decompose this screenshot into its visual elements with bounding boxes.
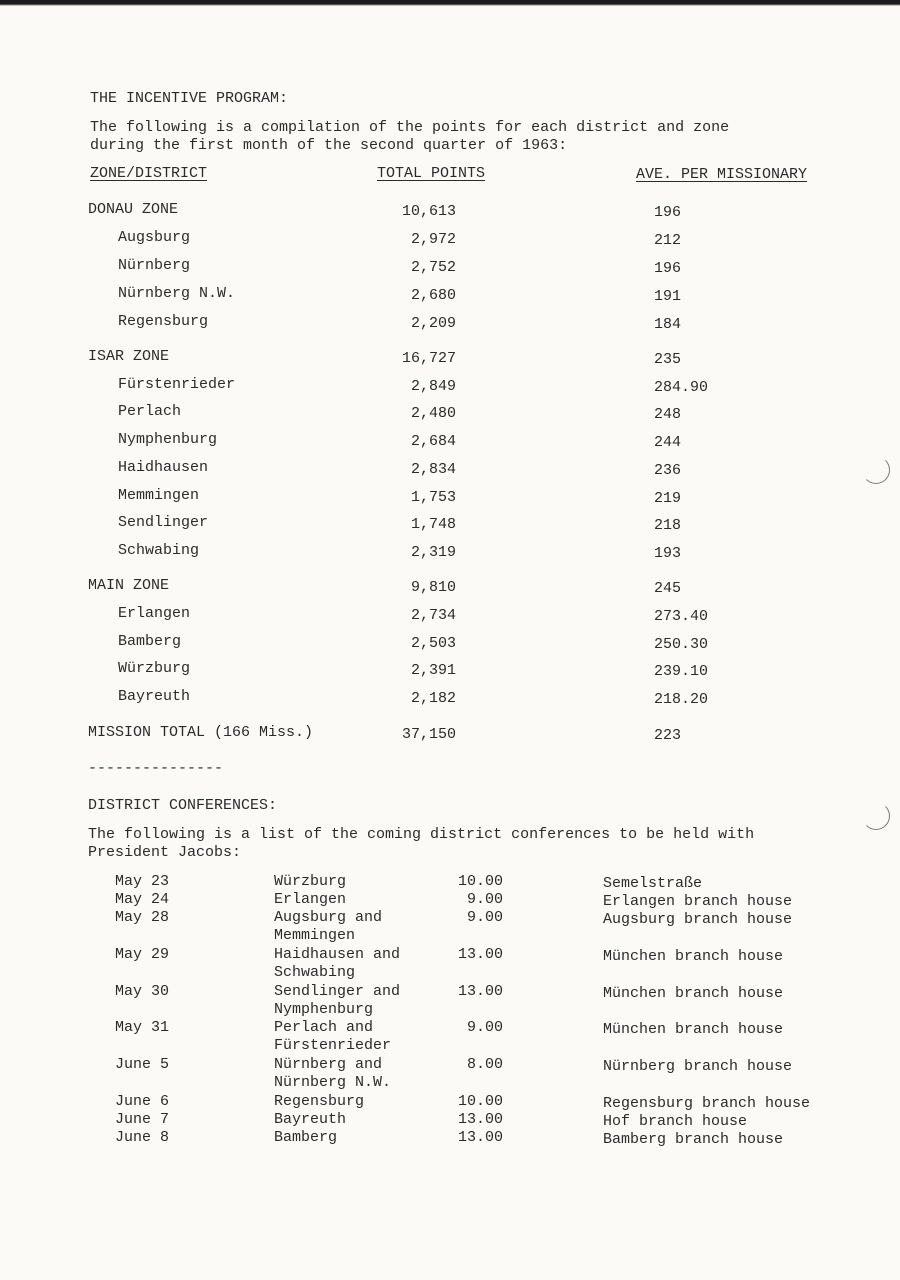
district-name: Perlach — [118, 403, 182, 420]
conference-district-continued: Schwabing — [274, 964, 356, 981]
conference-date: May 30 — [115, 983, 170, 1000]
conference-date: May 29 — [115, 946, 170, 963]
total-points-value: 2,503 — [410, 635, 456, 652]
scan-top-edge — [0, 0, 900, 6]
total-points-value: 2,209 — [410, 315, 456, 332]
conference-district: Haidhausen and — [274, 946, 401, 963]
conference-time: 13.00 — [457, 946, 503, 963]
district-name: Bayreuth — [118, 688, 191, 705]
conference-district: Regensburg — [274, 1093, 365, 1110]
district-name: Bamberg — [118, 633, 182, 650]
total-points-value: 2,734 — [410, 607, 456, 624]
separator-dashes: --------------- — [88, 760, 224, 777]
zone-name: ISAR ZONE — [88, 348, 170, 365]
average-per-missionary-value: 284.90 — [654, 379, 709, 396]
conference-place: Augsburg branch house — [603, 911, 793, 928]
average-per-missionary-value: 196 — [654, 204, 682, 221]
total-points-value: 1,748 — [410, 516, 456, 533]
conference-time: 9.00 — [466, 1019, 503, 1036]
conference-district-continued: Memmingen — [274, 927, 356, 944]
conference-time: 13.00 — [457, 983, 503, 1000]
conference-place: München branch house — [603, 1021, 784, 1038]
conference-district: Bayreuth — [274, 1111, 347, 1128]
total-points-value: 2,182 — [410, 690, 456, 707]
total-points-value: 2,849 — [410, 378, 456, 395]
conference-date: June 7 — [115, 1111, 170, 1128]
conference-district: Sendlinger and — [274, 983, 401, 1000]
average-per-missionary-value: 212 — [654, 232, 682, 249]
average-per-missionary-value: 223 — [654, 727, 682, 744]
average-per-missionary-value: 244 — [654, 434, 682, 451]
conference-place: Regensburg branch house — [603, 1095, 811, 1112]
district-name: Würzburg — [118, 660, 191, 677]
conference-date: June 6 — [115, 1093, 170, 1110]
average-per-missionary-value: 218.20 — [654, 691, 709, 708]
average-per-missionary-value: 236 — [654, 462, 682, 479]
conference-district: Augsburg and — [274, 909, 383, 926]
conference-time: 13.00 — [457, 1111, 503, 1128]
conferences-intro-line1: The following is a list of the coming district conferences to be held with — [88, 826, 755, 843]
conference-time: 8.00 — [466, 1056, 503, 1073]
total-points-value: 2,680 — [410, 287, 456, 304]
average-per-missionary-value: 248 — [654, 406, 682, 423]
average-per-missionary-value: 196 — [654, 260, 682, 277]
total-points-value: 2,684 — [410, 433, 456, 450]
conference-date: June 8 — [115, 1129, 170, 1146]
incentive-intro-line2: during the first month of the second quarter of 1963: — [90, 137, 568, 154]
total-points-value: 37,150 — [401, 726, 456, 743]
conference-district: Nürnberg and — [274, 1056, 383, 1073]
conference-time: 9.00 — [466, 909, 503, 926]
conference-district: Perlach and — [274, 1019, 374, 1036]
average-per-missionary-value: 250.30 — [654, 636, 709, 653]
conference-date: June 5 — [115, 1056, 170, 1073]
total-points-value: 2,319 — [410, 544, 456, 561]
zone-name: MAIN ZONE — [88, 577, 170, 594]
conference-date: May 28 — [115, 909, 170, 926]
conference-district: Erlangen — [274, 891, 347, 908]
district-name: Erlangen — [118, 605, 191, 622]
total-points-value: 2,480 — [410, 405, 456, 422]
conference-time: 9.00 — [466, 891, 503, 908]
average-per-missionary-value: 193 — [654, 545, 682, 562]
conference-place: München branch house — [603, 985, 784, 1002]
total-points-value: 16,727 — [401, 350, 456, 367]
district-name: Regensburg — [118, 313, 209, 330]
conference-place: München branch house — [603, 948, 784, 965]
conference-date: May 24 — [115, 891, 170, 908]
average-per-missionary-value: 239.10 — [654, 663, 709, 680]
total-points-value: 10,613 — [401, 203, 456, 220]
conference-district-continued: Nymphenburg — [274, 1001, 374, 1018]
conference-time: 10.00 — [457, 873, 503, 890]
district-name: Fürstenrieder — [118, 376, 236, 393]
total-points-value: 2,752 — [410, 259, 456, 276]
conferences-intro-line2: President Jacobs: — [88, 844, 242, 861]
district-name: Nymphenburg — [118, 431, 218, 448]
punch-hole-mark — [862, 456, 890, 484]
district-name: Sendlinger — [118, 514, 209, 531]
average-per-missionary-value: 218 — [654, 517, 682, 534]
district-name: Schwabing — [118, 542, 200, 559]
conference-place: Nürnberg branch house — [603, 1058, 793, 1075]
column-header-zone: ZONE/DISTRICT — [90, 165, 208, 182]
column-header-total: TOTAL POINTS — [377, 165, 486, 182]
conference-date: May 31 — [115, 1019, 170, 1036]
zone-name: DONAU ZONE — [88, 201, 179, 218]
conference-time: 10.00 — [457, 1093, 503, 1110]
zone-name: MISSION TOTAL (166 Miss.) — [88, 724, 314, 741]
district-name: Nürnberg N.W. — [118, 285, 236, 302]
conference-district-continued: Nürnberg N.W. — [274, 1074, 392, 1091]
conference-district-continued: Fürstenrieder — [274, 1037, 392, 1054]
conference-place: Semelstraße — [603, 875, 703, 892]
conferences-heading: DISTRICT CONFERENCES: — [88, 797, 278, 814]
average-per-missionary-value: 273.40 — [654, 608, 709, 625]
incentive-intro-line1: The following is a compilation of the points for each district and zone — [90, 119, 730, 136]
district-name: Augsburg — [118, 229, 191, 246]
total-points-value: 1,753 — [410, 489, 456, 506]
conference-place: Erlangen branch house — [603, 893, 793, 910]
conference-district: Würzburg — [274, 873, 347, 890]
total-points-value: 2,834 — [410, 461, 456, 478]
district-name: Nürnberg — [118, 257, 191, 274]
conference-place: Bamberg branch house — [603, 1131, 784, 1148]
district-name: Haidhausen — [118, 459, 209, 476]
incentive-heading: THE INCENTIVE PROGRAM: — [90, 90, 289, 107]
average-per-missionary-value: 184 — [654, 316, 682, 333]
conference-time: 13.00 — [457, 1129, 503, 1146]
total-points-value: 9,810 — [410, 579, 456, 596]
district-name: Memmingen — [118, 487, 200, 504]
average-per-missionary-value: 191 — [654, 288, 682, 305]
total-points-value: 2,972 — [410, 231, 456, 248]
conference-place: Hof branch house — [603, 1113, 748, 1130]
column-header-ave: AVE. PER MISSIONARY — [636, 166, 808, 183]
punch-hole-mark — [862, 802, 890, 830]
average-per-missionary-value: 235 — [654, 351, 682, 368]
average-per-missionary-value: 245 — [654, 580, 682, 597]
total-points-value: 2,391 — [410, 662, 456, 679]
conference-date: May 23 — [115, 873, 170, 890]
conference-district: Bamberg — [274, 1129, 338, 1146]
average-per-missionary-value: 219 — [654, 490, 682, 507]
